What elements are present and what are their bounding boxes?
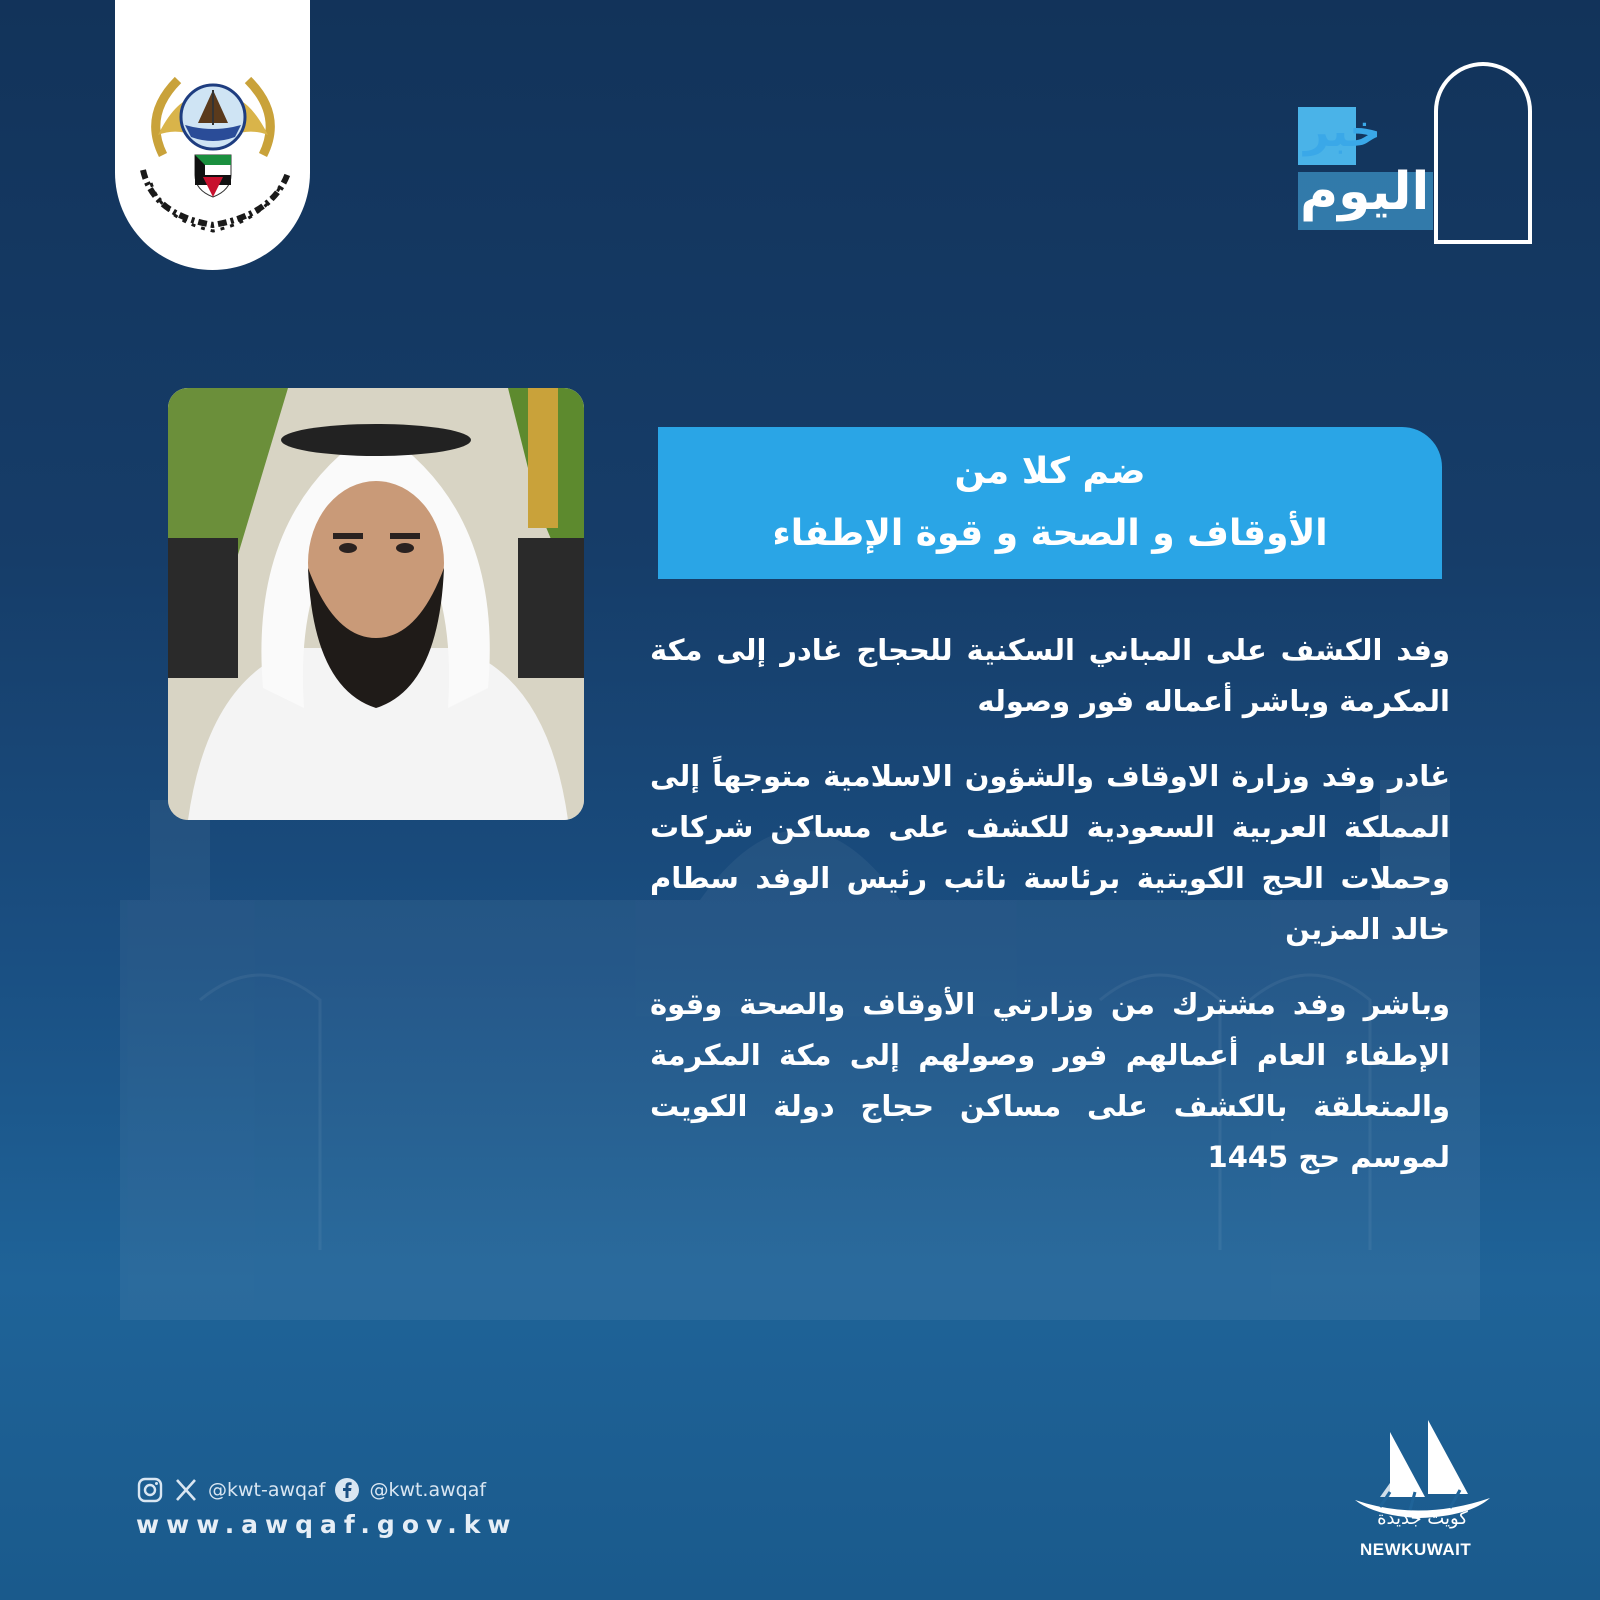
facebook-icon[interactable] [333,1476,361,1504]
logo-word-alyawm: اليوم [1300,162,1430,222]
headline-line-2: الأوقاف و الصحة و قوة الإطفاء [772,513,1328,554]
portrait-illustration [168,388,584,820]
x-icon[interactable] [172,1476,200,1504]
website-link[interactable]: www.awqaf.gov.kw [136,1510,518,1539]
official-portrait-photo [168,388,584,820]
paragraph-3: وباشر وفد مشترك من وزارتي الأوقاف والصحة وقوة الإطفاء العام أعمالهم فور وصولهم إلى مكة المكرمة والمتعلقة بالكشف على مساكن حجاج دولة الكويت لموسم حج 1445 [650,987,1450,1174]
arch-icon [1434,62,1532,244]
paragraph-1: وفد الكشف على المباني السكنية للحجاج غادر إلى مكة المكرمة وباشر أعماله فور وصوله [650,633,1450,718]
newkuwait-english-text: NEWKUWAIT [1360,1540,1472,1559]
article-body [650,625,1450,1207]
facebook-handle[interactable]: @kwt.awqaf [369,1479,487,1501]
newkuwait-arabic-text: كويت جديدة [1377,1508,1468,1529]
khabar-alyawm-logo [1292,62,1532,252]
headline-box [658,427,1442,579]
logo-word-khabar: خبر [1304,106,1382,157]
x-handle[interactable]: @kwt-awqaf [208,1479,326,1501]
headline-line-1: ضم كلا من [954,451,1146,492]
instagram-icon[interactable] [136,1476,164,1504]
paragraph-2: غادر وفد وزارة الاوقاف والشؤون الاسلامية متوجهاً إلى المملكة العربية السعودية للكشف على مساكن شركات وحملات الحج الكويتية برئاسة نائب رئيس الوفد سطام خالد المزين [650,759,1450,946]
social-handles [136,1474,486,1506]
ministry-emblem-logo [123,55,303,245]
ministry-emblem-tab [115,0,310,270]
